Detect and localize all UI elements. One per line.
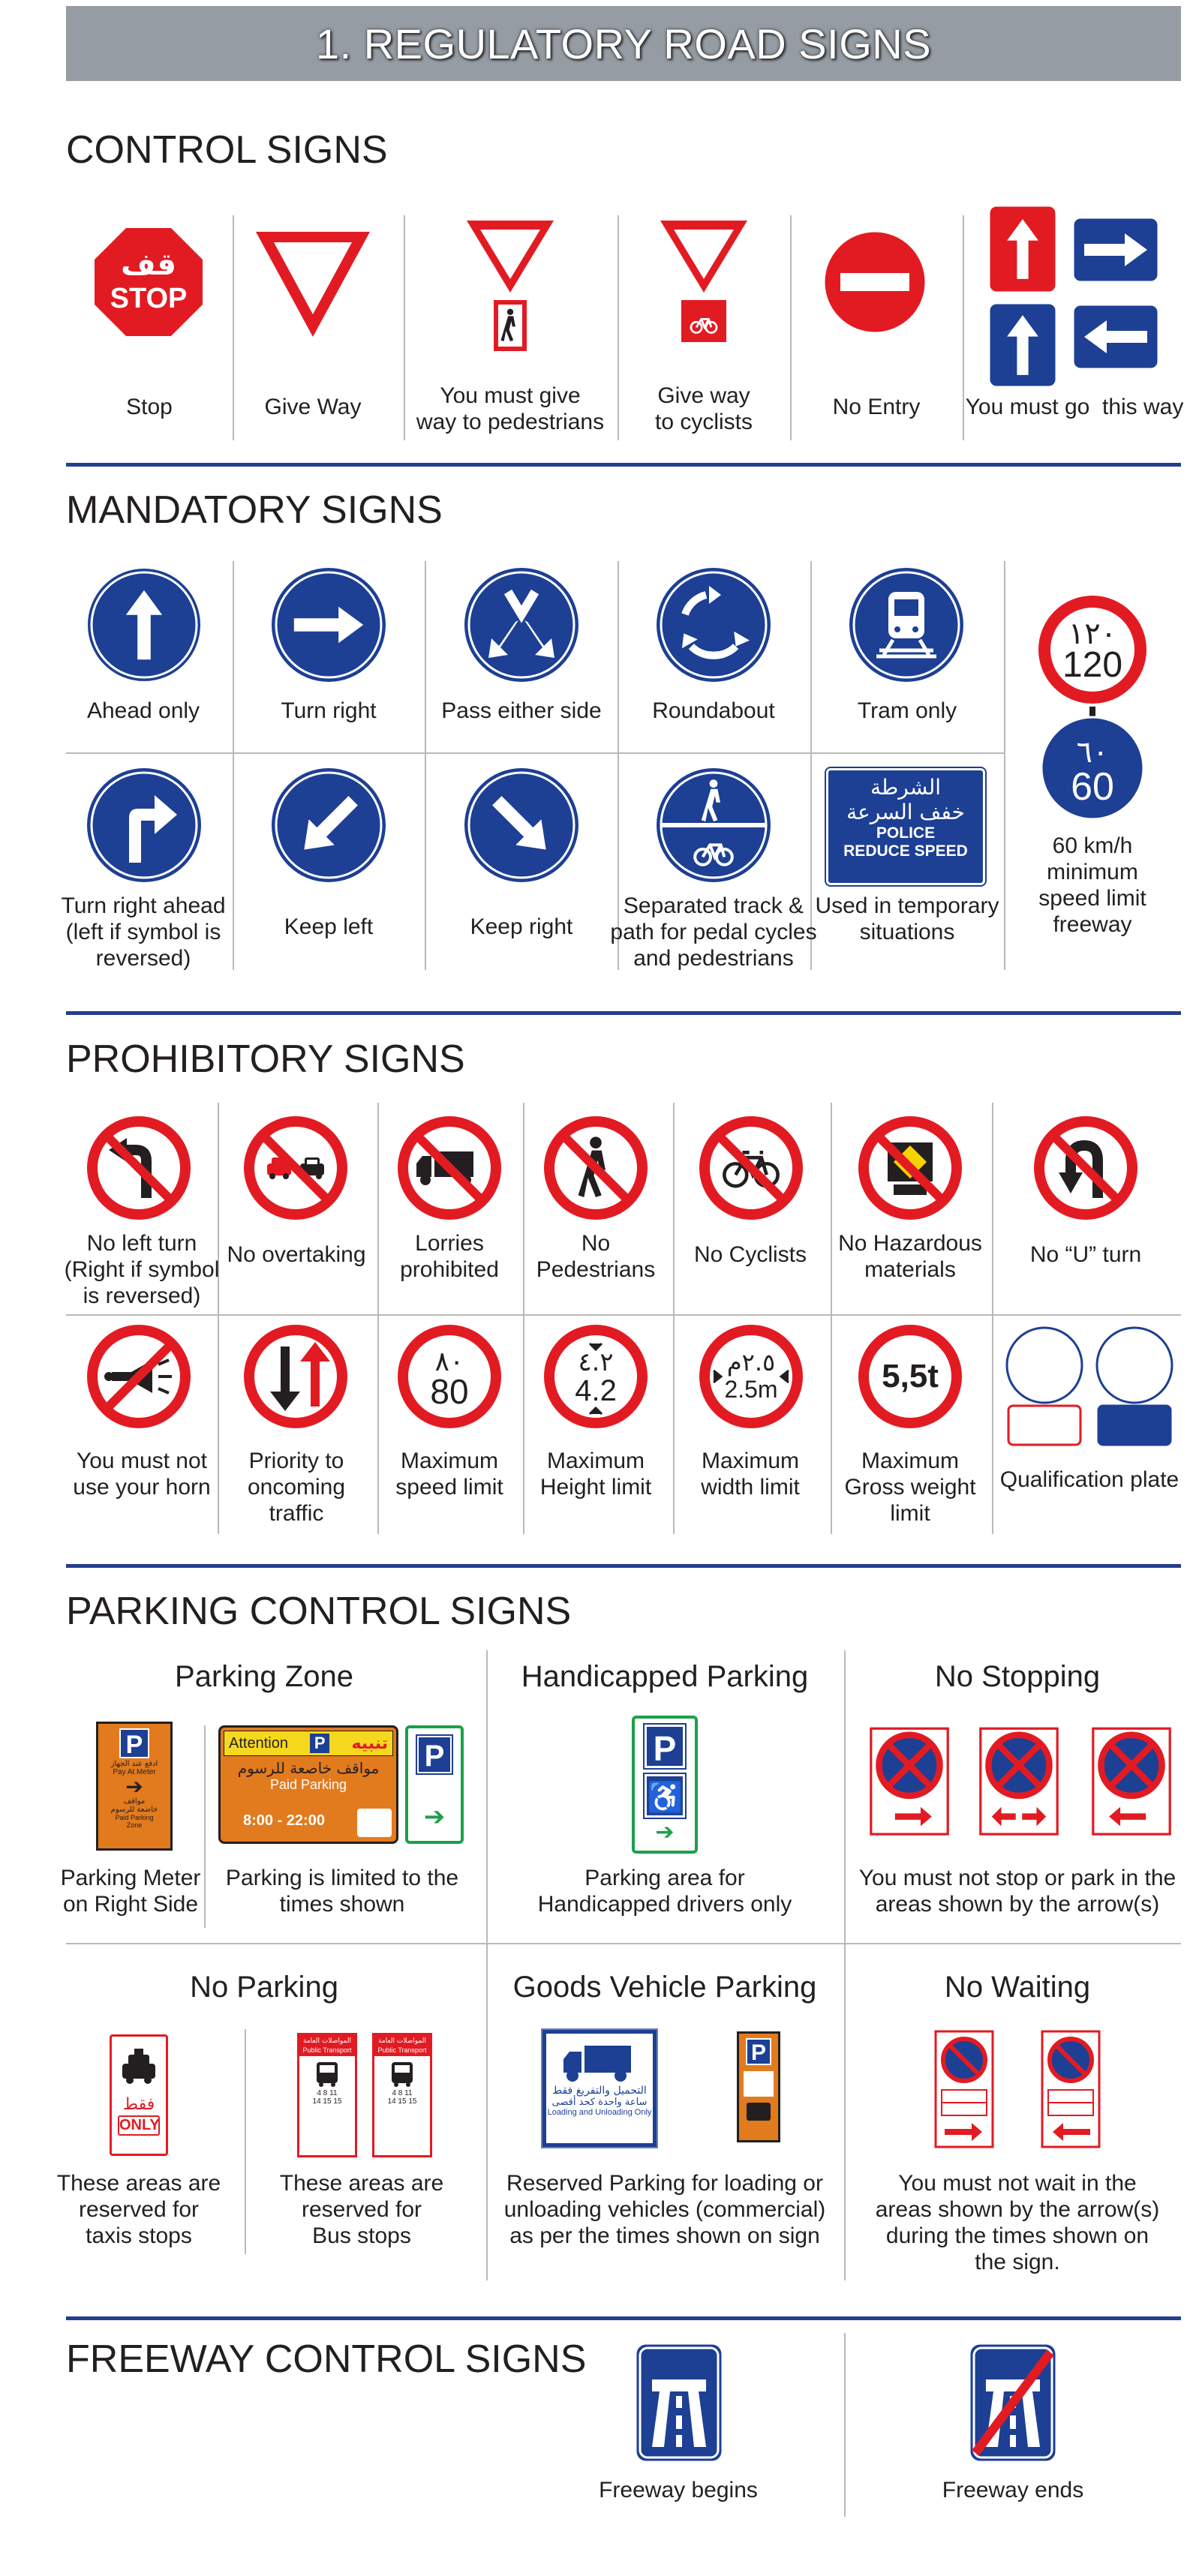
bus-stop-sign-2 (372, 2033, 432, 2157)
caption-max-weight: Maximum Gross weight limit (844, 1449, 976, 1526)
no-waiting-left-icon (1041, 2030, 1101, 2148)
caption-give-way-cyclists: Give way to cyclists (654, 383, 753, 434)
divider (245, 2029, 246, 2254)
right-arrow-icon: ➔ (125, 1775, 143, 1798)
p-badge: P (119, 1728, 149, 1758)
no-stopping-left-icon (1086, 1725, 1176, 1845)
width-en: 2.5m (724, 1376, 778, 1403)
p-badge: P (746, 2038, 771, 2065)
police-ar-text: الشرطة (870, 775, 942, 800)
max-width-icon (697, 1323, 805, 1431)
caption-handicapped: Parking area for Handicapped drivers only (537, 1866, 792, 1917)
caption-goods-vehicle: Reserved Parking for loading or unloading vehicles (commercial) as per the times shown on sign (503, 2171, 826, 2248)
caption-max-height: Maximum Height limit (539, 1449, 652, 1500)
height-en: 4.2 (575, 1374, 617, 1407)
goods-vehicle-parking-heading: Goods Vehicle Parking (512, 1971, 817, 2004)
section-rule (66, 1564, 1181, 1568)
no-waiting-right-icon (934, 2030, 994, 2148)
goods-vehicle-sign (542, 2030, 657, 2147)
no-horn-icon (85, 1323, 193, 1431)
caption-turn-right: Turn right (281, 698, 377, 723)
paid-en: Paid Parking (269, 1777, 347, 1792)
bus-times: 4 8 11 (317, 2089, 338, 2097)
priority-oncoming-icon (242, 1323, 350, 1431)
bus-times2: 14 15 15 (312, 2097, 342, 2106)
bus-header-en: Public Transport (377, 2046, 427, 2054)
speed-80-en: 80 (430, 1372, 469, 1411)
give-way-pedestrians-icon (464, 219, 557, 354)
right-arrow-icon: ➔ (655, 1820, 675, 1845)
stop-ar-text: قف (121, 248, 176, 282)
bus-stop-sign-1 (297, 2033, 357, 2157)
max-height-icon (542, 1323, 650, 1431)
caption-give-way: Give Way (264, 395, 362, 419)
cycle-pedestrian-path-icon (655, 767, 772, 884)
no-overtaking-icon (242, 1114, 350, 1222)
caption-no-pedestrians: No Pedestrians (536, 1231, 656, 1282)
section-rule (66, 463, 1181, 467)
bus-times2: 14 15 15 (387, 2097, 417, 2106)
weight-en: 5,5t (882, 1358, 939, 1395)
give-way-icon (253, 229, 373, 340)
divider (992, 1103, 993, 1534)
min-60-en: 60 (1071, 765, 1114, 809)
max-weight-icon (856, 1323, 964, 1431)
caption-keep-right: Keep right (470, 914, 573, 939)
caption-no-overtaking: No overtaking (227, 1242, 366, 1267)
turn-right-icon (270, 566, 387, 683)
caption-turn-right-ahead: Turn right ahead (left if symbol is reversed) (61, 893, 226, 971)
no-parking-heading: No Parking (190, 1971, 338, 2004)
divider (377, 1103, 379, 1534)
attention-label: Attention (229, 1734, 288, 1752)
caption-min-speed: 60 km/h minimum speed limit freeway (1038, 833, 1146, 937)
caption-no-hazardous: No Hazardous materials (838, 1231, 982, 1282)
caption-cycle-pedestrian-path: Separated track & path for pedal cycles and pedestrians (610, 893, 817, 971)
police-en-text: POLICE (876, 824, 936, 842)
meter-ar: ادفع عند الجهاز (110, 1760, 158, 1768)
no-stopping-both-icon (974, 1725, 1064, 1845)
caption-pass-either-side: Pass either side (441, 698, 602, 723)
section-rule (66, 2316, 1181, 2320)
handicapped-parking-heading: Handicapped Parking (521, 1660, 809, 1693)
meter-en: Pay At Meter (113, 1768, 156, 1776)
caption-parking-meter: Parking Meter on Right Side (60, 1866, 201, 1917)
divider (66, 1314, 1181, 1316)
caption-max-width: Maximum width limit (701, 1449, 800, 1500)
caption-stop: Stop (126, 395, 173, 419)
caption-paid-parking: Parking is limited to the times shown (225, 1866, 459, 1917)
max-speed-icon (395, 1323, 503, 1431)
mawaqif2-ar: خاضعة للرسوم (110, 1806, 158, 1814)
handicapped-parking-sign (632, 1716, 698, 1854)
caption-go-this-way: You must go this way (965, 395, 1184, 419)
mandatory-signs-heading: MANDATORY SIGNS (66, 488, 443, 532)
reduce-speed-en-text: REDUCE SPEED (843, 842, 968, 860)
no-stopping-heading: No Stopping (934, 1660, 1101, 1693)
parking-meter-sign (96, 1722, 173, 1851)
wheelchair-icon: ♿ (645, 1774, 685, 1818)
police-reduce-speed-sign (826, 768, 985, 885)
one-way-arrows-icon (983, 203, 1170, 390)
divider (844, 2333, 846, 2517)
zone-en: Zone (126, 1821, 143, 1829)
no-waiting-heading: No Waiting (944, 1971, 1091, 2004)
ahead-only-icon (86, 566, 203, 683)
parking-zone-heading: Parking Zone (175, 1660, 353, 1693)
divider (1004, 561, 1005, 970)
caption-freeway-begins: Freeway begins (599, 2478, 758, 2502)
caption-qualification-plate: Qualification plate (999, 1467, 1179, 1492)
divider (486, 1650, 488, 2280)
minimum-speed-freeway-icon (1034, 590, 1151, 822)
control-signs-heading: CONTROL SIGNS (66, 128, 388, 172)
divider (523, 1103, 524, 1534)
caption-ahead-only: Ahead only (86, 698, 200, 723)
no-entry-icon (822, 230, 927, 335)
caption-give-way-pedestrians: You must give way to pedestrians (416, 383, 605, 434)
no-cyclists-icon (697, 1114, 805, 1222)
attention-ar: تنبيه (351, 1734, 388, 1753)
hours-label: 8:00 - 22:00 (243, 1812, 325, 1829)
keep-left-icon (270, 767, 387, 884)
section-rule (66, 1011, 1181, 1015)
divider (673, 1103, 675, 1534)
bus-header-ar: المواصلات العامة (303, 2037, 351, 2045)
turn-right-ahead-icon (86, 767, 203, 884)
caption-keep-left: Keep left (284, 914, 374, 939)
title-banner (66, 6, 1181, 81)
divider (218, 1103, 219, 1534)
freeway-begins-icon (634, 2342, 724, 2463)
goods-en: Loading and Unloading Only (547, 2108, 652, 2117)
right-arrow-icon: ➔ (423, 1803, 446, 1831)
prohibitory-signs-heading: PROHIBITORY SIGNS (66, 1037, 465, 1081)
p-badge: P (645, 1725, 685, 1768)
parking-signs-heading: PARKING CONTROL SIGNS (66, 1590, 572, 1633)
divider (233, 561, 234, 970)
divider (204, 1725, 206, 1928)
bus-icon (312, 2059, 342, 2089)
caption-no-cyclists: No Cyclists (693, 1242, 807, 1267)
divider (963, 215, 964, 440)
keep-right-icon (463, 767, 580, 884)
divider (618, 215, 619, 440)
max-120-en: 120 (1062, 645, 1123, 685)
taxi-ar: فقط (122, 2095, 155, 2114)
goods-parking-orange-sign (737, 2031, 780, 2142)
caption-tram-only: Tram only (857, 698, 957, 723)
height-ar: ٤.٢ (578, 1347, 614, 1377)
meter-icon (744, 2071, 774, 2097)
bus-icon (387, 2059, 417, 2089)
meter-icon (357, 1809, 392, 1837)
caption-bus: These areas are reserved for Bus stops (279, 2171, 444, 2248)
divider (425, 561, 426, 970)
caption-temporary-situations: Used in temporary situations (815, 893, 999, 944)
divider (66, 752, 1005, 754)
caption-taxi: These areas are reserved for taxis stops (56, 2171, 221, 2248)
roundabout-icon (655, 566, 772, 683)
bus-header-ar: المواصلات العامة (378, 2037, 426, 2045)
p-badge: P (310, 1734, 329, 1753)
no-stopping-right-icon (864, 1725, 954, 1845)
paid-ar: مواقف خاصعة للرسوم (237, 1759, 380, 1777)
taxi-en: ONLY (118, 2115, 160, 2136)
caption-no-entry: No Entry (832, 395, 921, 419)
caption-no-horn: You must not use your horn (73, 1449, 211, 1500)
taxi-icon (112, 2041, 166, 2095)
stop-sign-icon (89, 222, 209, 342)
caption-no-left-turn: No left turn (Right if symbol is reversed) (64, 1231, 220, 1308)
parking-direction-sign (405, 1725, 464, 1844)
caption-lorries-prohibited: Lorries prohibited (400, 1231, 499, 1282)
divider (66, 1943, 1181, 1944)
freeway-signs-heading: FREEWAY CONTROL SIGNS (66, 2337, 587, 2381)
caption-max-speed: Maximum speed limit (395, 1449, 503, 1500)
min-60-ar: ٦٠ (1076, 735, 1109, 770)
stop-en-text: STOP (110, 283, 188, 314)
caption-no-waiting: You must not wait in the areas shown by the arrow(s) during the times shown on the sign. (875, 2171, 1160, 2274)
caption-priority-oncoming: Priority to oncoming traffic (247, 1449, 346, 1526)
caption-freeway-ends: Freeway ends (942, 2478, 1084, 2502)
divider (844, 1650, 846, 2280)
speed-80-ar: ٨٠ (434, 1347, 464, 1377)
max-120-ar: ١٢٠ (1068, 617, 1117, 651)
bus-times: 4 8 11 (392, 2089, 413, 2097)
lorries-prohibited-icon (395, 1114, 503, 1222)
goods-ar2: ساعة واحدة كحد أقصى (551, 2097, 648, 2108)
no-hazardous-materials-icon (856, 1114, 964, 1222)
p-badge: P (417, 1736, 452, 1773)
paid-parking-sign (218, 1725, 398, 1844)
truck-icon (558, 2040, 641, 2085)
no-u-turn-icon (1032, 1114, 1140, 1222)
caption-roundabout: Roundabout (652, 698, 775, 723)
caption-no-stopping: You must not stop or park in the areas shown by the arrow(s) (858, 1866, 1176, 1917)
divider (790, 215, 792, 440)
reduce-speed-ar-text: خفف السرعة (846, 800, 965, 824)
divider (404, 215, 405, 440)
qualification-plate-icon (1005, 1326, 1173, 1448)
tram-only-icon (848, 566, 965, 683)
goods-ar: التحميل والتفريغ فقط (552, 2085, 647, 2097)
freeway-ends-icon (968, 2342, 1058, 2463)
taxi-only-sign (110, 2034, 168, 2156)
divider (233, 215, 234, 440)
paid-small-en: Paid Parking (115, 1814, 154, 1821)
width-ar: ٢.٥م (726, 1348, 776, 1377)
mawaqif-ar: مواقف (123, 1797, 146, 1806)
bus-header-en: Public Transport (302, 2046, 352, 2054)
no-left-turn-icon (85, 1114, 193, 1222)
divider (831, 1103, 832, 1534)
title-banner-text: 1. REGULATORY ROAD SIGNS (315, 20, 932, 68)
pass-either-side-icon (463, 566, 580, 683)
no-pedestrians-icon (542, 1114, 650, 1222)
caption-no-u-turn: No “U” turn (1029, 1242, 1142, 1267)
truck-small-icon (747, 2103, 771, 2121)
give-way-cyclists-icon (657, 219, 750, 354)
